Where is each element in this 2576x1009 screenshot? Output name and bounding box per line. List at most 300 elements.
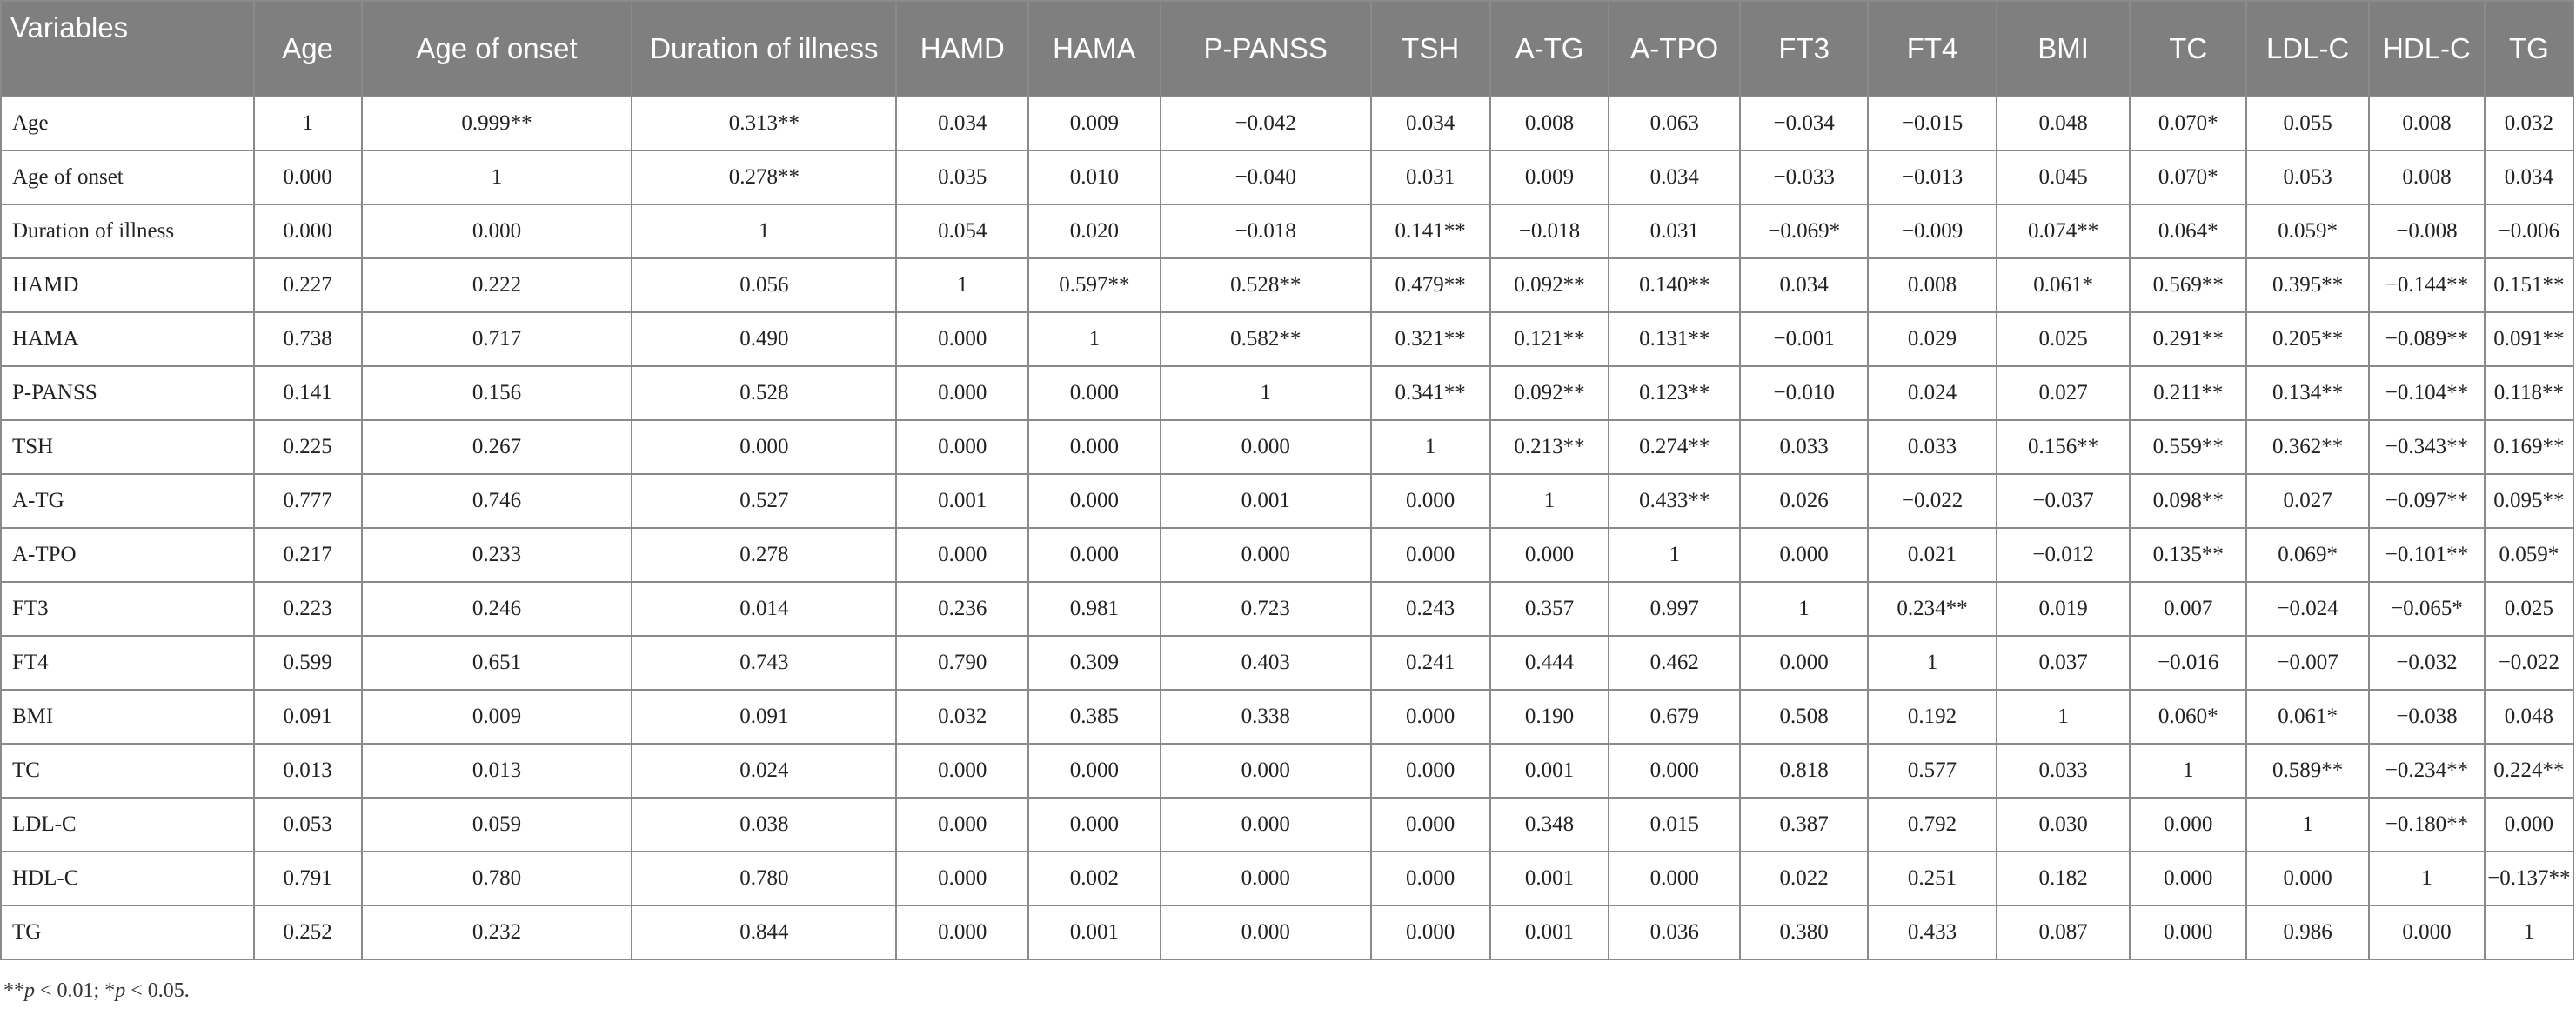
table-body: [1, 97, 2573, 959]
table-cell: 0.092**: [1490, 258, 1609, 312]
table-cell: 1: [632, 204, 896, 258]
table-cell: 0.008: [1868, 258, 1996, 312]
table-cell: 0.030: [1997, 798, 2131, 852]
table-cell: 0.000: [896, 905, 1028, 959]
column-header: P-PANSS: [1161, 1, 1371, 97]
table-cell: −0.022: [1868, 474, 1996, 528]
table-cell: −0.137**: [2485, 852, 2573, 905]
table-cell: −0.038: [2369, 690, 2485, 744]
table-cell: 0.091: [254, 690, 362, 744]
table-cell: 0.000: [1028, 474, 1161, 528]
table-cell: 0.479**: [1371, 258, 1490, 312]
table-cell: 0.743: [632, 636, 896, 690]
table-cell: 0.169**: [2485, 420, 2573, 474]
table-cell: 0.000: [1161, 744, 1371, 798]
table-cell: 0.777: [254, 474, 362, 528]
table-cell: 0.278**: [632, 150, 896, 204]
table-cell: 0.274**: [1609, 420, 1740, 474]
table-cell: 0.000: [1609, 852, 1740, 905]
table-cell: 0.000: [1161, 420, 1371, 474]
table-cell: 0.000: [1028, 744, 1161, 798]
table-cell: 0.019: [1997, 582, 2131, 636]
table-cell: 0.192: [1868, 690, 1996, 744]
table-cell: 0.000: [1371, 690, 1490, 744]
table-cell: 0.000: [896, 744, 1028, 798]
table-cell: 0.252: [254, 905, 362, 959]
table-cell: −0.001: [1740, 312, 1868, 366]
column-header: LDL-C: [2246, 1, 2369, 97]
table-cell: 0.746: [362, 474, 632, 528]
footnote-part2: < 0.01; *: [35, 979, 116, 1002]
table-cell: 0.001: [1028, 905, 1161, 959]
table-cell: 0.013: [254, 744, 362, 798]
table-cell: 0.037: [1997, 636, 2131, 690]
table-cell: −0.013: [1868, 150, 1996, 204]
table-cell: 0.582**: [1161, 312, 1371, 366]
table-cell: 1: [1028, 312, 1161, 366]
table-cell: 0.508: [1740, 690, 1868, 744]
table-cell: 0.000: [1028, 798, 1161, 852]
table-cell: 0.056: [632, 258, 896, 312]
table-cell: 0.048: [2485, 690, 2573, 744]
table-cell: 0.222: [362, 258, 632, 312]
table-cell: 0.121**: [1490, 312, 1609, 366]
table-cell: 0.000: [2485, 798, 2573, 852]
table-cell: 0.020: [1028, 204, 1161, 258]
table-cell: 0.026: [1740, 474, 1868, 528]
table-cell: 0.098**: [2130, 474, 2246, 528]
table-cell: 0.000: [1371, 905, 1490, 959]
table-row: [1, 474, 2573, 528]
table-cell: −0.024: [2246, 582, 2369, 636]
table-row: [1, 366, 2573, 420]
table-cell: 0.007: [2130, 582, 2246, 636]
table-cell: 0.038: [632, 798, 896, 852]
table-cell: 0.190: [1490, 690, 1609, 744]
table-cell: 0.091**: [2485, 312, 2573, 366]
row-label: HAMA: [1, 312, 254, 366]
table-cell: 0.385: [1028, 690, 1161, 744]
table-cell: 0.074**: [1997, 204, 2131, 258]
column-header: Duration of illness: [632, 1, 896, 97]
footnote-p1: p: [24, 979, 35, 1002]
table-row: [1, 150, 2573, 204]
table-cell: 0.597**: [1028, 258, 1161, 312]
table-cell: 0.224**: [2485, 744, 2573, 798]
table-row: [1, 204, 2573, 258]
table-cell: 0.054: [896, 204, 1028, 258]
table-cell: 0.000: [1161, 852, 1371, 905]
table-cell: 0.025: [1997, 312, 2131, 366]
table-cell: −0.101**: [2369, 528, 2485, 582]
table-cell: 0.278: [632, 528, 896, 582]
table-cell: 0.818: [1740, 744, 1868, 798]
column-header: A-TG: [1490, 1, 1609, 97]
table-cell: 0.014: [632, 582, 896, 636]
table-cell: 1: [2130, 744, 2246, 798]
table-cell: 1: [2369, 852, 2485, 905]
table-cell: 0.341**: [1371, 366, 1490, 420]
table-cell: 0.000: [896, 312, 1028, 366]
table-cell: 0.233: [362, 528, 632, 582]
table-cell: 0.053: [2246, 150, 2369, 204]
table-cell: 0.243: [1371, 582, 1490, 636]
table-cell: −0.037: [1997, 474, 2131, 528]
table-cell: 0.131**: [1609, 312, 1740, 366]
row-label: FT3: [1, 582, 254, 636]
table-cell: 0.010: [1028, 150, 1161, 204]
table-cell: −0.069*: [1740, 204, 1868, 258]
table-cell: −0.343**: [2369, 420, 2485, 474]
table-cell: −0.010: [1740, 366, 1868, 420]
table-row: [1, 798, 2573, 852]
table-cell: 0.059*: [2246, 204, 2369, 258]
table-cell: −0.097**: [2369, 474, 2485, 528]
table-cell: 0.087: [1997, 905, 2131, 959]
table-cell: 0.123**: [1609, 366, 1740, 420]
table-cell: 0.069*: [2246, 528, 2369, 582]
table-cell: 0.009: [362, 690, 632, 744]
row-label: TSH: [1, 420, 254, 474]
row-label: Age of onset: [1, 150, 254, 204]
table-cell: 0.070*: [2130, 97, 2246, 150]
footnote-part3: < 0.05.: [125, 979, 190, 1002]
table-cell: 0.000: [1371, 852, 1490, 905]
table-cell: 0.027: [1997, 366, 2131, 420]
table-cell: 0.002: [1028, 852, 1161, 905]
table-cell: −0.104**: [2369, 366, 2485, 420]
table-cell: 0.000: [2246, 852, 2369, 905]
table-cell: 0.000: [1028, 528, 1161, 582]
row-label: BMI: [1, 690, 254, 744]
table-cell: −0.089**: [2369, 312, 2485, 366]
header-variables: Variables: [1, 1, 254, 97]
table-row: [1, 312, 2573, 366]
table-cell: 0.034: [896, 97, 1028, 150]
table-cell: 0.001: [1490, 744, 1609, 798]
table-cell: 0.000: [254, 204, 362, 258]
table-row: [1, 97, 2573, 150]
table-cell: 0.234**: [1868, 582, 1996, 636]
table-cell: 0.033: [1740, 420, 1868, 474]
table-cell: 0.000: [1740, 636, 1868, 690]
table-cell: 0.022: [1740, 852, 1868, 905]
table-cell: 1: [2246, 798, 2369, 852]
table-cell: 1: [2485, 905, 2573, 959]
table-cell: 0.232: [362, 905, 632, 959]
table-cell: 0.589**: [2246, 744, 2369, 798]
table-cell: 0.433**: [1609, 474, 1740, 528]
row-label: P-PANSS: [1, 366, 254, 420]
table-cell: 0.211**: [2130, 366, 2246, 420]
table-cell: −0.009: [1868, 204, 1996, 258]
table-row: [1, 636, 2573, 690]
table-cell: 0.141: [254, 366, 362, 420]
table-cell: 0.679: [1609, 690, 1740, 744]
table-cell: 1: [1490, 474, 1609, 528]
column-header: A-TPO: [1609, 1, 1740, 97]
table-cell: 0.000: [1028, 366, 1161, 420]
table-cell: 0.061*: [2246, 690, 2369, 744]
table-cell: −0.018: [1161, 204, 1371, 258]
table-cell: 0.357: [1490, 582, 1609, 636]
table-row: [1, 690, 2573, 744]
table-cell: 0.118**: [2485, 366, 2573, 420]
table-cell: 0.000: [1371, 798, 1490, 852]
table-cell: 0.999**: [362, 97, 632, 150]
table-cell: 0.997: [1609, 582, 1740, 636]
table-cell: 0.033: [1997, 744, 2131, 798]
table-cell: 0.141**: [1371, 204, 1490, 258]
table-cell: 0.034: [2485, 150, 2573, 204]
table-cell: 0.236: [896, 582, 1028, 636]
table-cell: 0.321**: [1371, 312, 1490, 366]
table-cell: 0.267: [362, 420, 632, 474]
table-cell: 0.021: [1868, 528, 1996, 582]
table-cell: 0.000: [2130, 852, 2246, 905]
table-cell: 0.241: [1371, 636, 1490, 690]
table-cell: 0.000: [896, 798, 1028, 852]
table-cell: 0.403: [1161, 636, 1371, 690]
table-cell: 0.780: [362, 852, 632, 905]
table-cell: 0.009: [1490, 150, 1609, 204]
row-label: A-TPO: [1, 528, 254, 582]
table-cell: 0.027: [2246, 474, 2369, 528]
column-header: HAMD: [896, 1, 1028, 97]
table-cell: 0.000: [896, 366, 1028, 420]
row-label: FT4: [1, 636, 254, 690]
table-cell: 0.251: [1868, 852, 1996, 905]
table-cell: 1: [1161, 366, 1371, 420]
table-cell: −0.006: [2485, 204, 2573, 258]
table-row: [1, 905, 2573, 959]
table-cell: 0.000: [896, 420, 1028, 474]
table-cell: −0.040: [1161, 150, 1371, 204]
table-cell: 0.095**: [2485, 474, 2573, 528]
table-cell: 0.008: [2369, 97, 2485, 150]
table-cell: 0.000: [1609, 744, 1740, 798]
table-cell: 0.213**: [1490, 420, 1609, 474]
table-cell: 1: [896, 258, 1028, 312]
table-cell: 0.527: [632, 474, 896, 528]
table-cell: 0.309: [1028, 636, 1161, 690]
row-label: TG: [1, 905, 254, 959]
table-cell: 0.060*: [2130, 690, 2246, 744]
table-cell: 0.433: [1868, 905, 1996, 959]
column-header: BMI: [1997, 1, 2131, 97]
table-row: [1, 744, 2573, 798]
table-cell: 0.490: [632, 312, 896, 366]
table-cell: 0.462: [1609, 636, 1740, 690]
table-cell: 0.045: [1997, 150, 2131, 204]
table-cell: 0.651: [362, 636, 632, 690]
footnote-part1: **: [3, 979, 24, 1002]
table-cell: 0.246: [362, 582, 632, 636]
table-cell: 0.000: [1028, 420, 1161, 474]
table-cell: 0.313**: [632, 97, 896, 150]
table-cell: 0.599: [254, 636, 362, 690]
table-cell: −0.012: [1997, 528, 2131, 582]
column-header: TC: [2130, 1, 2246, 97]
table-cell: 1: [1371, 420, 1490, 474]
table-cell: 0.000: [1161, 905, 1371, 959]
table-cell: −0.234**: [2369, 744, 2485, 798]
row-label: Age: [1, 97, 254, 150]
table-cell: 0.528**: [1161, 258, 1371, 312]
table-cell: −0.022: [2485, 636, 2573, 690]
table-cell: 0.217: [254, 528, 362, 582]
row-label: Duration of illness: [1, 204, 254, 258]
table-cell: 0.780: [632, 852, 896, 905]
table-header-row: [1, 1, 2573, 97]
table-cell: 0.225: [254, 420, 362, 474]
table-cell: 1: [1997, 690, 2131, 744]
row-label: HAMD: [1, 258, 254, 312]
table-row: [1, 852, 2573, 905]
table-cell: 0.844: [632, 905, 896, 959]
table-cell: −0.034: [1740, 97, 1868, 150]
table-cell: 0.577: [1868, 744, 1996, 798]
table-cell: 0.001: [1490, 905, 1609, 959]
table-cell: 0.227: [254, 258, 362, 312]
table-cell: 0.791: [254, 852, 362, 905]
table-cell: 0.134**: [2246, 366, 2369, 420]
table-cell: 0.035: [896, 150, 1028, 204]
table-cell: 1: [362, 150, 632, 204]
column-header: HAMA: [1028, 1, 1161, 97]
table-cell: 0.000: [1490, 528, 1609, 582]
table-cell: −0.144**: [2369, 258, 2485, 312]
table-cell: 1: [1740, 582, 1868, 636]
table-cell: 0.036: [1609, 905, 1740, 959]
table-cell: 0.790: [896, 636, 1028, 690]
column-header: TG: [2485, 1, 2573, 97]
table-cell: 0.008: [1490, 97, 1609, 150]
footnote-p2: p: [115, 979, 126, 1002]
table-cell: 0.135**: [2130, 528, 2246, 582]
column-header: FT4: [1868, 1, 1996, 97]
table-cell: 0.025: [2485, 582, 2573, 636]
table-cell: 0.000: [2369, 905, 2485, 959]
table-cell: 0.001: [1161, 474, 1371, 528]
table-cell: 0.000: [2130, 905, 2246, 959]
table-cell: 0.009: [1028, 97, 1161, 150]
table-cell: 0.059: [362, 798, 632, 852]
table-cell: 0.981: [1028, 582, 1161, 636]
table-cell: 0.048: [1997, 97, 2131, 150]
table-cell: 0.070*: [2130, 150, 2246, 204]
table-cell: 0.444: [1490, 636, 1609, 690]
table-cell: 0.156: [362, 366, 632, 420]
table-cell: 0.091: [632, 690, 896, 744]
table-cell: 0.140**: [1609, 258, 1740, 312]
table-cell: 0.061*: [1997, 258, 2131, 312]
table-cell: 0.033: [1868, 420, 1996, 474]
table-cell: −0.016: [2130, 636, 2246, 690]
column-header: Age of onset: [362, 1, 632, 97]
table-cell: 0.032: [896, 690, 1028, 744]
table-cell: 0.001: [1490, 852, 1609, 905]
table-cell: 0.064*: [2130, 204, 2246, 258]
table-cell: 0.034: [1609, 150, 1740, 204]
table-cell: 0.156**: [1997, 420, 2131, 474]
table-cell: 0.008: [2369, 150, 2485, 204]
table-cell: 0.000: [1161, 798, 1371, 852]
table-cell: 0.717: [362, 312, 632, 366]
table-cell: 1: [1868, 636, 1996, 690]
table-cell: 0.032: [2485, 97, 2573, 150]
table-cell: 0.031: [1609, 204, 1740, 258]
table-cell: 0.986: [2246, 905, 2369, 959]
table-cell: 0.000: [1161, 528, 1371, 582]
table-cell: 0.205**: [2246, 312, 2369, 366]
table-cell: 0.031: [1371, 150, 1490, 204]
table-row: [1, 420, 2573, 474]
table-cell: 1: [254, 97, 362, 150]
row-label: TC: [1, 744, 254, 798]
table-cell: 0.000: [1371, 528, 1490, 582]
table-cell: 0.034: [1371, 97, 1490, 150]
table-cell: 0.024: [632, 744, 896, 798]
table-cell: 0.738: [254, 312, 362, 366]
table-cell: 0.380: [1740, 905, 1868, 959]
table-cell: 0.092**: [1490, 366, 1609, 420]
table-cell: −0.008: [2369, 204, 2485, 258]
table-cell: 0.063: [1609, 97, 1740, 150]
table-cell: 0.792: [1868, 798, 1996, 852]
table-cell: −0.018: [1490, 204, 1609, 258]
table-cell: 0.000: [1371, 474, 1490, 528]
column-header: TSH: [1371, 1, 1490, 97]
table-cell: −0.033: [1740, 150, 1868, 204]
table-cell: −0.180**: [2369, 798, 2485, 852]
table-row: [1, 528, 2573, 582]
table-cell: 0.000: [254, 150, 362, 204]
table-cell: 0.395**: [2246, 258, 2369, 312]
row-label: HDL-C: [1, 852, 254, 905]
table-cell: 0.362**: [2246, 420, 2369, 474]
column-header: Age: [254, 1, 362, 97]
table-cell: 0.223: [254, 582, 362, 636]
column-header: FT3: [1740, 1, 1868, 97]
table-cell: 0.723: [1161, 582, 1371, 636]
table-cell: 0.029: [1868, 312, 1996, 366]
table-cell: 1: [1609, 528, 1740, 582]
table-cell: 0.528: [632, 366, 896, 420]
table-row: [1, 258, 2573, 312]
table-footnote: [3, 979, 190, 1003]
table-cell: 0.000: [896, 852, 1028, 905]
table-cell: 0.559**: [2130, 420, 2246, 474]
row-label: A-TG: [1, 474, 254, 528]
table-cell: 0.000: [362, 204, 632, 258]
table-cell: 0.569**: [2130, 258, 2246, 312]
table-cell: 0.013: [362, 744, 632, 798]
table-cell: 0.059*: [2485, 528, 2573, 582]
table-cell: 0.055: [2246, 97, 2369, 150]
table-cell: 0.053: [254, 798, 362, 852]
table-cell: 0.000: [1740, 528, 1868, 582]
table-cell: 0.001: [896, 474, 1028, 528]
table-cell: 0.000: [896, 528, 1028, 582]
table-cell: 0.182: [1997, 852, 2131, 905]
table-cell: −0.065*: [2369, 582, 2485, 636]
table-cell: 0.024: [1868, 366, 1996, 420]
table-cell: −0.015: [1868, 97, 1996, 150]
table-cell: −0.042: [1161, 97, 1371, 150]
table-cell: 0.291**: [2130, 312, 2246, 366]
table-cell: −0.007: [2246, 636, 2369, 690]
